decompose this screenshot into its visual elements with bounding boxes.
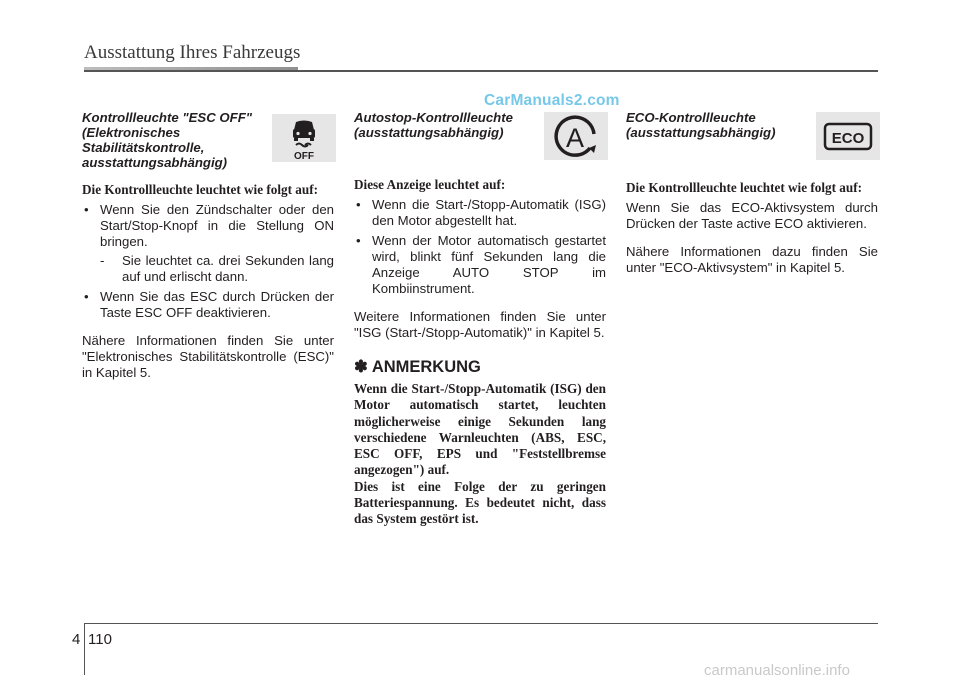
footer-vertical-rule — [84, 623, 85, 675]
autostop-title: Autostop-Kontrollleuchte (ausstattungsabhängig) — [354, 110, 513, 140]
watermark[interactable]: CarManuals2.com — [484, 92, 620, 109]
esc-off-icon-label: OFF — [294, 151, 314, 162]
column-eco — [626, 110, 878, 276]
eco-title: ECO-Kontrollleuchte (ausstattungsabhängig) — [626, 110, 776, 140]
esc-off-subitem: - Sie leuchtet ca. drei Sekunden lang auf und erlischt dann. — [100, 253, 334, 284]
esc-off-more-info: Nähere Informationen finden Sie unter "Elektronisches Stabilitätskontrolle (ESC)" in Kapitel 5. — [82, 333, 334, 380]
page-header-title: Ausstattung Ihres Fahrzeugs — [84, 42, 301, 63]
eco-more-info: Nähere Informationen dazu finden Sie unter "ECO-Aktivsystem" in Kapitel 5. — [626, 244, 878, 275]
footer-watermark[interactable]: carmanualsonline.info — [704, 662, 850, 679]
esc-off-bullet-2: • Wenn Sie das ESC durch Drücken der Taste ESC OFF deaktivieren. — [82, 289, 334, 321]
esc-off-intro: Die Kontrollleuchte leuchtet wie folgt auf: — [82, 182, 318, 197]
eco-icon — [816, 112, 880, 160]
header-rule — [84, 70, 878, 72]
autostop-intro: Diese Anzeige leuchtet auf: — [354, 177, 506, 192]
autostop-bullet-2: • Wenn der Motor automatisch gestartet wird, blinkt fünf Sekunden lang die Anzeige AUTO STOP im Kombiinstrument. — [354, 233, 606, 297]
note-body: Wenn die Start-/Stopp-Automatik (ISG) den Motor automatisch startet, leuchten möglicherweise einige Sekunden lang verschiedene Warnleuchten (ABS, ESC, ESC OFF, EPS und "Feststellbremse angezogen") auf. — [354, 381, 606, 478]
esc-off-title: Kontrollleuchte "ESC OFF" (Elektronisches Stabilitätskontrolle, ausstattungsabhängig) — [82, 110, 253, 170]
note-star-icon: ✽ — [354, 358, 368, 376]
autostop-bullet-1: • Wenn die Start-/Stopp-Automatik (ISG) den Motor abgestellt hat. — [354, 197, 606, 229]
autostop-more-info: Weitere Informationen finden Sie unter "ISG (Start-/Stopp-Automatik)" in Kapitel 5. — [354, 309, 606, 340]
autostop-icon-label: A — [565, 123, 585, 153]
column-autostop — [354, 110, 606, 528]
column-esc-off — [82, 110, 334, 381]
note-heading: ✽ ANMERKUNG — [354, 358, 481, 376]
eco-body: Wenn Sie das ECO-Aktivsystem durch Drücken der Taste active ECO aktivieren. — [626, 200, 878, 231]
page-number: 110 — [88, 631, 112, 648]
note-body-2: Dies ist eine Folge der zu geringen Batteriespannung. Es bedeutet nicht, dass das System gestört ist. — [354, 478, 606, 527]
eco-intro: Die Kontrollleuchte leuchtet wie folgt auf: — [626, 180, 862, 195]
autostop-a-icon — [544, 112, 608, 160]
eco-icon-label: ECO — [831, 130, 865, 147]
esc-off-bullet-1: • Wenn Sie den Zündschalter oder den Start/Stop-Knopf in die Stellung ON bringen. - Sie leuchtet ca. drei Sekunden lang auf und erlischt dann. — [82, 202, 334, 285]
page-section-number: 4 — [72, 631, 81, 648]
footer-rule — [84, 623, 878, 624]
esc-off-icon — [272, 114, 336, 162]
